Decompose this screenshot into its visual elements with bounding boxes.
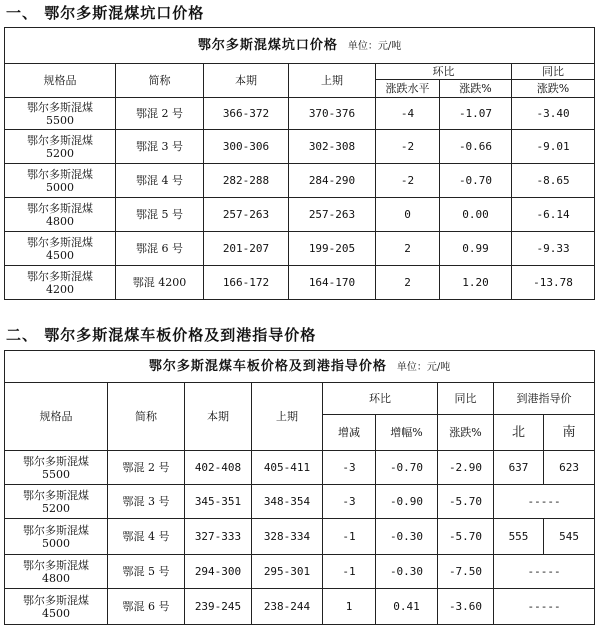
hb-change: -3 — [323, 451, 376, 485]
port-price-south: 623 — [544, 451, 595, 485]
previous-price: 284-290 — [289, 164, 376, 198]
header-tb: 同比 — [438, 383, 494, 415]
header-current: 本期 — [204, 64, 289, 98]
table-2-title-cell — [5, 351, 595, 383]
table-1-title: 鄂尔多斯混煤坑口价格 — [197, 37, 338, 53]
hb-change: -3 — [323, 485, 376, 519]
spec-name: 鄂尔多斯混煤 — [27, 201, 93, 215]
previous-price: 199-205 — [289, 232, 376, 266]
table-row — [5, 589, 595, 625]
header-hb: 环比 — [323, 383, 438, 415]
header-south: 南 — [544, 415, 595, 451]
section-1-heading: 一、 鄂尔多斯混煤坑口价格 — [6, 4, 205, 22]
previous-price: 328-334 — [252, 519, 323, 555]
port-price-north: 555 — [494, 519, 544, 555]
current-price: 300-306 — [204, 130, 289, 164]
previous-price: 238-244 — [252, 589, 323, 625]
spec-calorific: 4800 — [42, 571, 70, 585]
tb-pct: -5.70 — [438, 485, 494, 519]
spec-cell — [5, 232, 116, 266]
hb-change: -1 — [323, 519, 376, 555]
previous-price: 164-170 — [289, 266, 376, 300]
current-price: 366-372 — [204, 98, 289, 130]
spec-cell — [5, 198, 116, 232]
spec-name: 鄂尔多斯混煤 — [27, 235, 93, 249]
short-name: 鄂混 5 号 — [116, 198, 204, 232]
hb-pct: -0.70 — [440, 164, 512, 198]
header-previous: 上期 — [289, 64, 376, 98]
spec-cell — [5, 555, 108, 589]
hb-pct: -1.07 — [440, 98, 512, 130]
hb-level: 2 — [376, 232, 440, 266]
header-spec: 规格品 — [5, 64, 116, 98]
spec-name: 鄂尔多斯混煤 — [27, 100, 93, 114]
spec-name: 鄂尔多斯混煤 — [27, 133, 93, 147]
header-hb-pct: 涨跌% — [440, 80, 512, 98]
hb-level: 0 — [376, 198, 440, 232]
header-port: 到港指导价 — [494, 383, 595, 415]
header-hb: 环比 — [376, 64, 512, 80]
hb-level: -4 — [376, 98, 440, 130]
short-name: 鄂混 4200 — [116, 266, 204, 300]
spec-cell — [5, 164, 116, 198]
spec-cell — [5, 485, 108, 519]
spec-calorific: 5500 — [46, 113, 74, 127]
spec-name: 鄂尔多斯混煤 — [23, 593, 89, 607]
spec-calorific: 5000 — [42, 536, 70, 550]
spec-calorific: 5200 — [46, 146, 74, 160]
hb-pct: -0.70 — [376, 451, 438, 485]
current-price: 282-288 — [204, 164, 289, 198]
header-spec: 规格品 — [5, 383, 108, 451]
table-1-title-cell — [5, 28, 595, 64]
tb-pct: -5.70 — [438, 519, 494, 555]
short-name: 鄂混 5 号 — [108, 555, 185, 589]
spec-name: 鄂尔多斯混煤 — [23, 558, 89, 572]
current-price: 166-172 — [204, 266, 289, 300]
previous-price: 370-376 — [289, 98, 376, 130]
railcar-price-table — [4, 350, 595, 625]
short-name: 鄂混 3 号 — [116, 130, 204, 164]
previous-price: 405-411 — [252, 451, 323, 485]
previous-price: 348-354 — [252, 485, 323, 519]
current-price: 257-263 — [204, 198, 289, 232]
port-price-south: 545 — [544, 519, 595, 555]
spec-calorific: 5000 — [46, 180, 74, 194]
short-name: 鄂混 2 号 — [108, 451, 185, 485]
header-tb-pct: 涨跌% — [512, 80, 595, 98]
spec-cell — [5, 451, 108, 485]
table-row — [5, 130, 595, 164]
current-price: 239-245 — [185, 589, 252, 625]
current-price: 402-408 — [185, 451, 252, 485]
hb-change: -1 — [323, 555, 376, 589]
short-name: 鄂混 4 号 — [116, 164, 204, 198]
spec-calorific: 5500 — [42, 467, 70, 481]
table-row — [5, 555, 595, 589]
short-name: 鄂混 3 号 — [108, 485, 185, 519]
table-row — [5, 519, 595, 555]
table-row — [5, 266, 595, 300]
hb-level: -2 — [376, 164, 440, 198]
tb-pct: -3.60 — [438, 589, 494, 625]
spec-calorific: 4800 — [46, 214, 74, 228]
spec-name: 鄂尔多斯混煤 — [27, 167, 93, 181]
short-name: 鄂混 6 号 — [116, 232, 204, 266]
spec-cell — [5, 130, 116, 164]
table-row — [5, 164, 595, 198]
port-price-north: 637 — [494, 451, 544, 485]
previous-price: 295-301 — [252, 555, 323, 589]
tb-pct: -9.33 — [512, 232, 595, 266]
hb-pct: -0.30 — [376, 555, 438, 589]
tb-pct: -9.01 — [512, 130, 595, 164]
table-row — [5, 232, 595, 266]
short-name: 鄂混 2 号 — [116, 98, 204, 130]
tb-pct: -7.50 — [438, 555, 494, 589]
spec-name: 鄂尔多斯混煤 — [27, 269, 93, 283]
table-2-unit: 单位：元/吨 — [396, 361, 451, 373]
spec-name: 鄂尔多斯混煤 — [23, 488, 89, 502]
header-north: 北 — [494, 415, 544, 451]
hb-pct: 1.20 — [440, 266, 512, 300]
spec-calorific: 4500 — [46, 248, 74, 262]
hb-pct: 0.41 — [376, 589, 438, 625]
tb-pct: -6.14 — [512, 198, 595, 232]
hb-pct: 0.99 — [440, 232, 512, 266]
header-hb-pct: 增幅% — [376, 415, 438, 451]
spec-cell — [5, 266, 116, 300]
port-price-none: ----- — [494, 485, 595, 519]
current-price: 327-333 — [185, 519, 252, 555]
header-hb-level: 涨跌水平 — [376, 80, 440, 98]
spec-cell — [5, 98, 116, 130]
header-current: 本期 — [185, 383, 252, 451]
previous-price: 302-308 — [289, 130, 376, 164]
table-row — [5, 451, 595, 485]
hb-pct: 0.00 — [440, 198, 512, 232]
current-price: 294-300 — [185, 555, 252, 589]
spec-calorific: 4200 — [46, 282, 74, 296]
tb-pct: -2.90 — [438, 451, 494, 485]
header-short: 简称 — [108, 383, 185, 451]
spec-name: 鄂尔多斯混煤 — [23, 454, 89, 468]
tb-pct: -3.40 — [512, 98, 595, 130]
spec-cell — [5, 589, 108, 625]
section-2-heading: 二、 鄂尔多斯混煤车板价格及到港指导价格 — [6, 326, 317, 344]
tb-pct: -8.65 — [512, 164, 595, 198]
hb-level: 2 — [376, 266, 440, 300]
spec-cell — [5, 519, 108, 555]
hb-pct: -0.30 — [376, 519, 438, 555]
pithead-price-table — [4, 27, 595, 300]
spec-name: 鄂尔多斯混煤 — [23, 523, 89, 537]
short-name: 鄂混 4 号 — [108, 519, 185, 555]
current-price: 345-351 — [185, 485, 252, 519]
port-price-none: ----- — [494, 589, 595, 625]
table-2-title: 鄂尔多斯混煤车板价格及到港指导价格 — [148, 358, 387, 374]
current-price: 201-207 — [204, 232, 289, 266]
header-previous: 上期 — [252, 383, 323, 451]
short-name: 鄂混 6 号 — [108, 589, 185, 625]
spec-calorific: 4500 — [42, 606, 70, 620]
hb-level: -2 — [376, 130, 440, 164]
previous-price: 257-263 — [289, 198, 376, 232]
header-hb-change: 增减 — [323, 415, 376, 451]
table-row — [5, 198, 595, 232]
tb-pct: -13.78 — [512, 266, 595, 300]
header-tb: 同比 — [512, 64, 595, 80]
table-row — [5, 98, 595, 130]
hb-pct: -0.90 — [376, 485, 438, 519]
header-tb-pct: 涨跌% — [438, 415, 494, 451]
header-short: 简称 — [116, 64, 204, 98]
hb-change: 1 — [323, 589, 376, 625]
table-1-unit: 单位：元/吨 — [347, 40, 402, 52]
port-price-none: ----- — [494, 555, 595, 589]
hb-pct: -0.66 — [440, 130, 512, 164]
spec-calorific: 5200 — [42, 501, 70, 515]
table-row — [5, 485, 595, 519]
